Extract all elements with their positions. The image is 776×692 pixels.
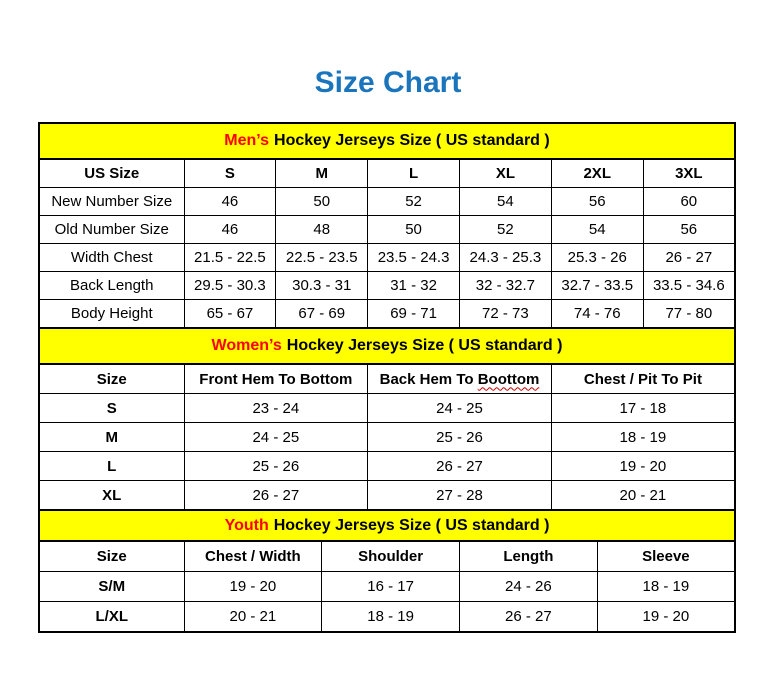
table-cell: 48	[276, 216, 368, 244]
table-cell: 60	[643, 188, 735, 216]
table-cell: 46	[184, 216, 276, 244]
table-cell: 18 - 19	[322, 602, 460, 633]
table-cell: 52	[459, 216, 551, 244]
column-header: Chest / Width	[184, 541, 322, 572]
womens-banner-highlight: Women’s	[211, 337, 282, 354]
table-cell: 17 - 18	[551, 394, 735, 423]
column-header: L	[368, 159, 460, 188]
row-label: S/M	[39, 572, 184, 602]
page-title: Size Chart	[314, 66, 462, 99]
table-cell: 26 - 27	[643, 244, 735, 272]
table-cell: 25 - 26	[368, 423, 552, 452]
table-row	[39, 423, 735, 452]
column-header: US Size	[39, 159, 184, 188]
table-row	[39, 602, 735, 633]
row-label: M	[39, 423, 184, 452]
table-cell: 32 - 32.7	[459, 272, 551, 300]
table-cell: 24 - 25	[184, 423, 368, 452]
row-label: L/XL	[39, 602, 184, 633]
column-header: Front Hem To Bottom	[184, 364, 368, 394]
table-cell: 69 - 71	[368, 300, 460, 329]
table-cell: 24 - 25	[368, 394, 552, 423]
table-cell: 24 - 26	[460, 572, 598, 602]
mens-header-row	[39, 159, 735, 188]
womens-header-row	[39, 364, 735, 394]
table-row	[39, 188, 735, 216]
table-cell: 25 - 26	[184, 452, 368, 481]
table-cell: 30.3 - 31	[276, 272, 368, 300]
womens-size-table	[38, 363, 736, 511]
row-label: Back Length	[39, 272, 184, 300]
table-cell: 23.5 - 24.3	[368, 244, 460, 272]
table-row	[39, 452, 735, 481]
header-text: Back Hem To	[379, 370, 478, 388]
table-cell: 16 - 17	[322, 572, 460, 602]
column-header: Length	[460, 541, 598, 572]
table-cell: 26 - 27	[460, 602, 598, 633]
column-header: S	[184, 159, 276, 188]
row-label: Old Number Size	[39, 216, 184, 244]
youth-banner-highlight: Youth	[224, 516, 269, 534]
table-row	[39, 244, 735, 272]
youth-size-table	[38, 540, 736, 633]
table-cell: 19 - 20	[551, 452, 735, 481]
row-label: Width Chest	[39, 244, 184, 272]
table-cell: 20 - 21	[551, 481, 735, 511]
mens-section-banner	[38, 122, 736, 160]
table-cell: 19 - 20	[597, 602, 735, 633]
table-cell: 22.5 - 23.5	[276, 244, 368, 272]
column-header: 2XL	[551, 159, 643, 188]
table-row	[39, 216, 735, 244]
table-cell: 56	[643, 216, 735, 244]
table-cell: 23 - 24	[184, 394, 368, 423]
table-cell: 50	[276, 188, 368, 216]
misspelled-word: Boottom	[477, 370, 540, 388]
table-cell: 20 - 21	[184, 602, 322, 633]
column-header: Sleeve	[597, 541, 735, 572]
table-cell: 50	[368, 216, 460, 244]
womens-section-banner	[38, 327, 736, 365]
table-row	[39, 572, 735, 602]
column-header: XL	[459, 159, 551, 188]
table-cell: 18 - 19	[551, 423, 735, 452]
column-header: 3XL	[643, 159, 735, 188]
table-row	[39, 300, 735, 329]
table-row	[39, 272, 735, 300]
table-cell: 33.5 - 34.6	[643, 272, 735, 300]
column-header: Chest / Pit To Pit	[551, 364, 735, 394]
youth-banner-text: Hockey Jerseys Size ( US standard )	[273, 516, 550, 534]
table-cell: 18 - 19	[597, 572, 735, 602]
row-label: S	[39, 394, 184, 423]
column-header: Shoulder	[322, 541, 460, 572]
table-cell: 77 - 80	[643, 300, 735, 329]
table-cell: 29.5 - 30.3	[184, 272, 276, 300]
table-cell: 26 - 27	[368, 452, 552, 481]
table-cell: 52	[368, 188, 460, 216]
size-chart	[38, 122, 736, 633]
column-header: Size	[39, 364, 184, 394]
column-header	[368, 364, 552, 394]
column-header: Size	[39, 541, 184, 572]
mens-banner-text: Hockey Jerseys Size ( US standard )	[274, 132, 550, 149]
mens-size-table	[38, 158, 736, 329]
row-label: New Number Size	[39, 188, 184, 216]
table-cell: 27 - 28	[368, 481, 552, 511]
mens-banner-highlight: Men’s	[224, 132, 270, 149]
column-header: M	[276, 159, 368, 188]
table-cell: 56	[551, 188, 643, 216]
table-cell: 25.3 - 26	[551, 244, 643, 272]
table-cell: 24.3 - 25.3	[459, 244, 551, 272]
table-cell: 67 - 69	[276, 300, 368, 329]
table-cell: 26 - 27	[184, 481, 368, 511]
table-row	[39, 481, 735, 511]
table-cell: 54	[551, 216, 643, 244]
row-label: XL	[39, 481, 184, 511]
youth-section-banner	[38, 509, 736, 542]
table-cell: 65 - 67	[184, 300, 276, 329]
table-cell: 72 - 73	[459, 300, 551, 329]
womens-banner-text: Hockey Jerseys Size ( US standard )	[286, 337, 563, 354]
table-cell: 46	[184, 188, 276, 216]
table-cell: 31 - 32	[368, 272, 460, 300]
table-cell: 32.7 - 33.5	[551, 272, 643, 300]
row-label: L	[39, 452, 184, 481]
row-label: Body Height	[39, 300, 184, 329]
table-row	[39, 394, 735, 423]
table-cell: 21.5 - 22.5	[184, 244, 276, 272]
table-cell: 74 - 76	[551, 300, 643, 329]
table-cell: 19 - 20	[184, 572, 322, 602]
youth-header-row	[39, 541, 735, 572]
table-cell: 54	[459, 188, 551, 216]
